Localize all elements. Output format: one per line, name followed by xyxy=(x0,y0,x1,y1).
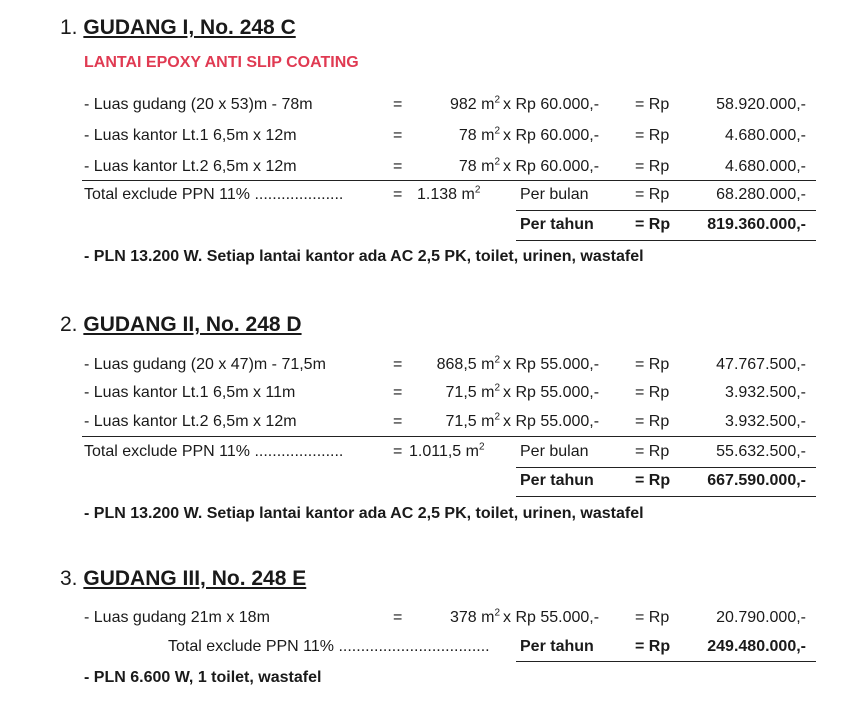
total-label: Total exclude PPN 11% .................... xyxy=(84,186,344,203)
section-number: 1. xyxy=(60,16,78,39)
divider xyxy=(516,661,816,662)
total-amount: 68.280.000,- xyxy=(716,186,806,203)
item-area: 378 $m^2$ xyxy=(449,607,500,626)
item-description: - Luas gudang (20 x 47)m - 71,5m xyxy=(84,356,326,373)
total-amount: 55.632.500,- xyxy=(716,443,806,460)
period-label: Per bulan xyxy=(520,443,589,460)
item-area: 868,5 $m^2$ xyxy=(436,354,500,373)
item-rate: x Rp 60.000,- xyxy=(503,127,600,144)
item-rate: x Rp 55.000,- xyxy=(503,609,600,626)
item-equals: = xyxy=(393,413,403,430)
total-area: 1.138 $m^2$ xyxy=(417,184,481,203)
divider xyxy=(516,496,816,497)
annual-rp: = Rp xyxy=(635,472,671,489)
annual-amount: 819.360.000,- xyxy=(707,216,806,233)
annual-rp: = Rp xyxy=(635,216,671,233)
item-rp: = Rp xyxy=(635,384,670,401)
item-area: 71,5 $m^2$ xyxy=(445,411,500,430)
item-rate: x Rp 55.000,- xyxy=(503,384,600,401)
utilities-note: - PLN 13.200 W. Setiap lantai kantor ada AC 2,5 PK, toilet, urinen, wastafel xyxy=(84,248,644,265)
item-rate: x Rp 60.000,- xyxy=(503,96,600,113)
item-amount: 4.680.000,- xyxy=(725,127,806,144)
annual-period-label: Per tahun xyxy=(520,472,594,489)
total-rp: = Rp xyxy=(635,186,670,203)
item-rp: = Rp xyxy=(635,413,670,430)
item-rp: = Rp xyxy=(635,356,670,373)
item-rate: x Rp 55.000,- xyxy=(503,356,600,373)
item-amount: 47.767.500,- xyxy=(716,356,806,373)
item-description: - Luas kantor Lt.2 6,5m x 12m xyxy=(84,158,297,175)
item-equals: = xyxy=(393,158,403,175)
section-number: 3. xyxy=(60,567,78,590)
section-3-heading xyxy=(60,567,306,591)
item-description: - Luas gudang 21m x 18m xyxy=(84,609,270,626)
item-amount: 3.932.500,- xyxy=(725,384,806,401)
divider xyxy=(516,210,816,211)
section-title: GUDANG I, No. 248 C xyxy=(83,16,296,39)
item-rp: = Rp xyxy=(635,127,670,144)
item-equals: = xyxy=(393,127,403,144)
item-rate: x Rp 60.000,- xyxy=(503,158,600,175)
item-description: - Luas kantor Lt.2 6,5m x 12m xyxy=(84,413,297,430)
section-title: GUDANG III, No. 248 E xyxy=(83,567,307,590)
divider xyxy=(516,240,816,241)
total-rp: = Rp xyxy=(635,443,670,460)
section-number: 2. xyxy=(60,313,78,336)
annual-amount: 249.480.000,- xyxy=(707,638,806,655)
item-area: 78 $m^2$ xyxy=(458,156,500,175)
item-rp: = Rp xyxy=(635,609,670,626)
item-amount: 58.920.000,- xyxy=(716,96,806,113)
total-area: 1.011,5 $m^2$ xyxy=(409,441,485,460)
item-description: - Luas kantor Lt.1 6,5m x 11m xyxy=(84,384,296,401)
divider xyxy=(82,436,816,437)
utilities-note: - PLN 13.200 W. Setiap lantai kantor ada AC 2,5 PK, toilet, urinen, wastafel xyxy=(84,505,644,522)
item-description: - Luas kantor Lt.1 6,5m x 12m xyxy=(84,127,297,144)
section-2-heading xyxy=(60,313,302,337)
item-rate: x Rp 55.000,- xyxy=(503,413,600,430)
item-amount: 3.932.500,- xyxy=(725,413,806,430)
section-title: GUDANG II, No. 248 D xyxy=(83,313,302,336)
item-amount: 4.680.000,- xyxy=(725,158,806,175)
item-equals: = xyxy=(393,609,403,626)
annual-amount: 667.590.000,- xyxy=(707,472,806,489)
annual-rp: = Rp xyxy=(635,638,671,655)
item-area: 982 $m^2$ xyxy=(449,94,500,113)
item-equals: = xyxy=(393,384,403,401)
item-equals: = xyxy=(393,96,403,113)
item-amount: 20.790.000,- xyxy=(716,609,806,626)
item-rp: = Rp xyxy=(635,158,670,175)
item-equals: = xyxy=(393,356,403,373)
total-label: Total exclude PPN 11% .................................. xyxy=(168,638,490,655)
total-equals: = xyxy=(393,186,403,203)
total-label: Total exclude PPN 11% .................... xyxy=(84,443,344,460)
item-rp: = Rp xyxy=(635,96,670,113)
period-label: Per bulan xyxy=(520,186,589,203)
item-description: - Luas gudang (20 x 53)m - 78m xyxy=(84,96,313,113)
divider xyxy=(516,467,816,468)
annual-period-label: Per tahun xyxy=(520,216,594,233)
item-area: 71,5 $m^2$ xyxy=(445,382,500,401)
total-equals: = xyxy=(393,443,403,460)
annual-period-label: Per tahun xyxy=(520,638,594,655)
item-area: 78 $m^2$ xyxy=(458,125,500,144)
utilities-note: - PLN 6.600 W, 1 toilet, wastafel xyxy=(84,669,322,686)
section-1-subtitle: LANTAI EPOXY ANTI SLIP COATING xyxy=(84,54,359,71)
divider xyxy=(82,180,816,181)
section-1-heading xyxy=(60,16,296,40)
